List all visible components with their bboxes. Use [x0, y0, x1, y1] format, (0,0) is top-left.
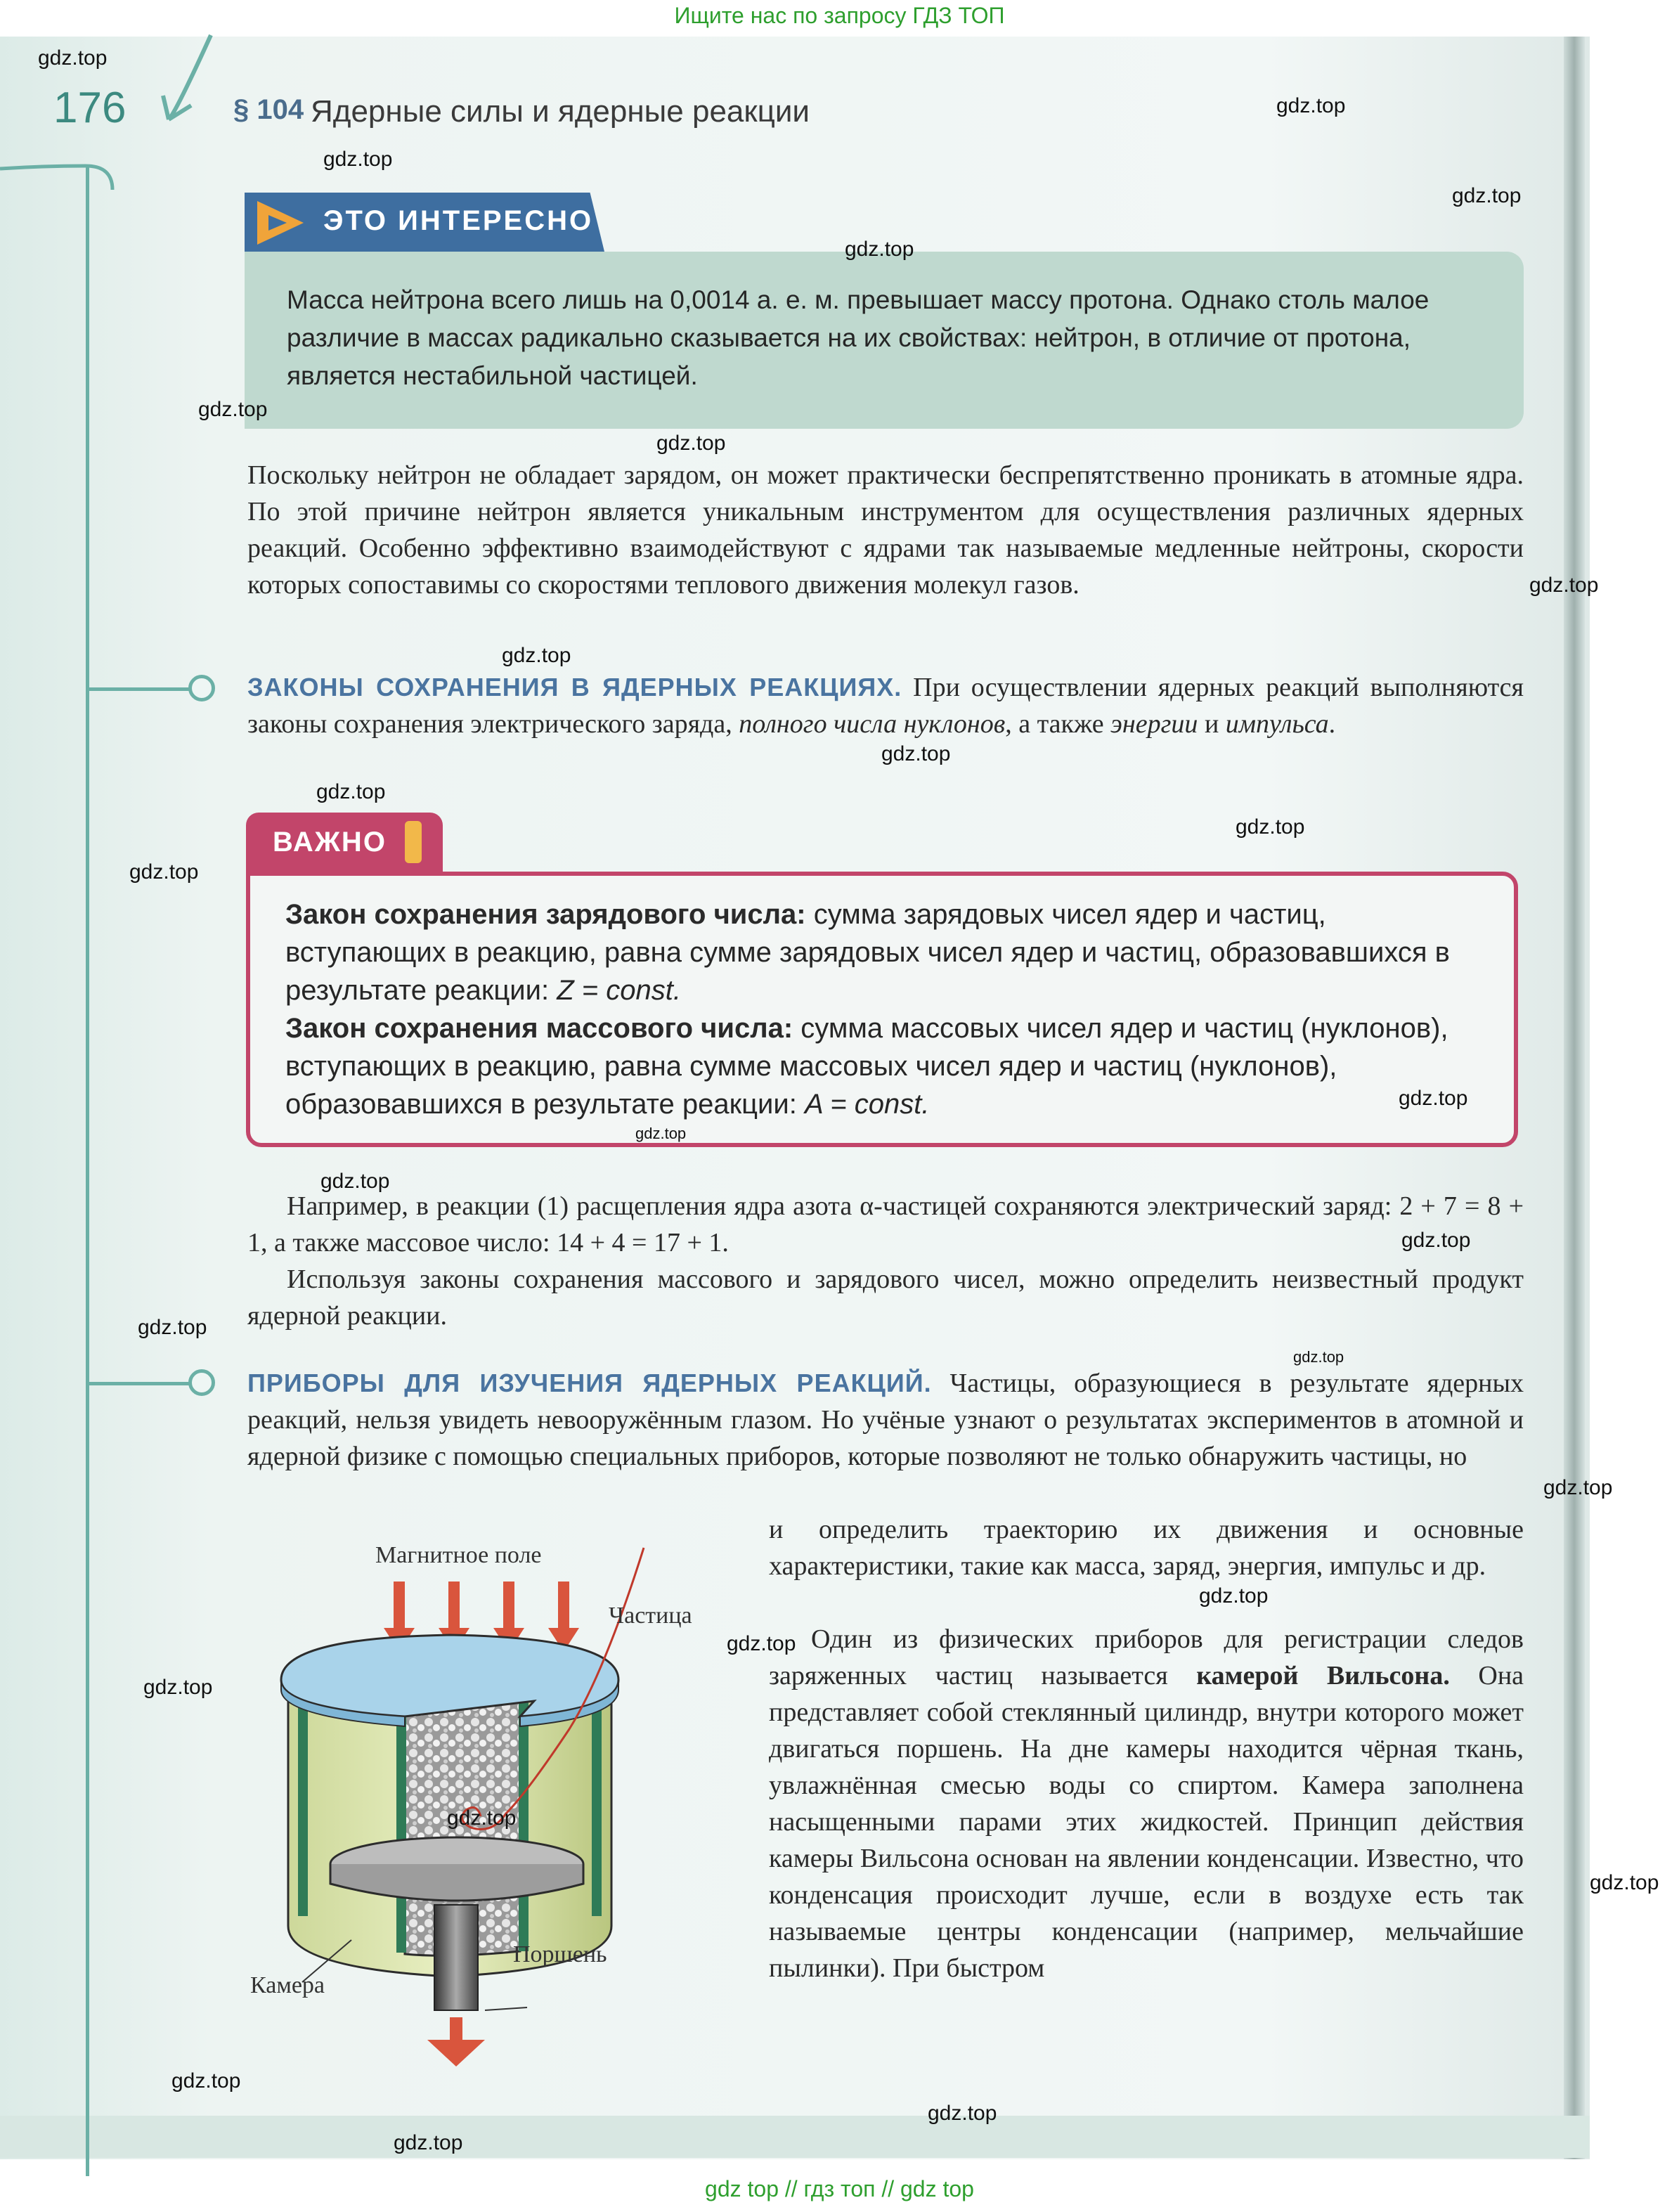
paragraph-unknown-product: Используя законы сохранения массового и зарядового чисел, можно определить неизвестный продукт ядерной реакции. — [247, 1265, 1524, 1331]
watermark: gdz.top — [635, 1125, 687, 1142]
watermark: gdz.top — [1276, 94, 1346, 117]
watermark: gdz.top — [394, 2131, 463, 2154]
section-title: Ядерные силы и ядерные реакции — [311, 94, 810, 129]
watermark: gdz.top — [928, 2102, 997, 2125]
conservation-italic-1: полного числа нуклонов — [739, 709, 1006, 739]
page-number: 176 — [53, 84, 127, 132]
page-bottom-strip — [0, 2116, 1590, 2158]
conservation-italic-2: энергии — [1110, 709, 1198, 739]
devices-lead: Частицы, образующиеся в результате ядерных реакций, нельзя увидеть невооружённым глазом. Но учёные узнают о результатах экспериментов в атомной и ядерной физике с помощью специальных приборов, которые позволяют не только обнаружить частицы, но — [247, 1369, 1524, 1471]
devices-continuation: и определить траекторию их движения и основные характеристики, такие как масса, заряд, энергия, импульс и др. — [769, 1515, 1524, 1581]
watermark: gdz.top — [881, 742, 951, 765]
watermark: gdz.top — [1401, 1229, 1471, 1252]
watermark: gdz.top — [323, 148, 393, 171]
bullet-circle — [188, 675, 215, 701]
conservation-text-3: и — [1204, 709, 1219, 739]
bullet-line — [87, 1382, 193, 1385]
law1-text: сумма зарядовых чисел ядер и частиц, вступающих в реакцию, равна сумме зарядовых чисел ядер и частиц, образовавшихся в результате реакции: — [285, 899, 1450, 1006]
paragraph-example: Например, в реакции (1) расщепления ядра азота α-частицей сохраняются электрический заряд: 2 + 7 = 8 + 1, а также массовое число: 14 + 4 = 17 + 1. — [247, 1191, 1524, 1257]
law1-title: Закон сохранения зарядового числа: — [285, 899, 806, 930]
interesting-label: ЭТО ИНТЕРЕСНО — [323, 205, 594, 236]
watermark: gdz.top — [171, 2069, 241, 2093]
conservation-text-4: . — [1328, 709, 1336, 739]
watermark: gdz.top — [38, 46, 108, 70]
wilson-text-b: Она представляет собой стеклянный цилиндр, внутри которого может двигаться поршень. На дне камеры находится чёрная ткань, увлажнённая смесью воды со спиртом. Камера заполнена насыщенными парами этих жидкостей. Принцип действия камеры Вильсона основан на явлении конденсации. Известно, что конденсация происходит лучше, если в воздухе есть так называемые центры конденсации (например, мельчайшие пылинки). При быстром — [769, 1661, 1524, 1983]
label-piston: Поршень — [513, 1941, 607, 1967]
label-magnetic-field: Магнитное поле — [375, 1542, 542, 1568]
paragraph-neutron: Поскольку нейтрон не обладает зарядом, он может практически беспрепятственно проникать в атомные ядра. По этой причине нейтрон является уникальным инструментом для осуществления различных ядерных реакций. Особенно эффективно взаимодействуют с ядрами так называемые медленные нейтроны, скорости которых сопоставимы со скоростями теплового движения молекул газов. — [247, 460, 1524, 600]
label-chamber: Камера — [250, 1972, 325, 1998]
watermark: gdz.top — [727, 1632, 796, 1655]
paragraph-devices — [247, 1365, 1524, 1475]
interesting-text: Масса нейтрона всего лишь на 0,0014 а. е. м. превышает массу протона. Однако столь малое различие в массах радикально сказывается на их свойствах: нейтрон, в отличие от протона, является нестабильной частицей. — [287, 285, 1430, 390]
watermark: gdz.top — [1199, 1584, 1269, 1608]
watermark: gdz.top — [129, 860, 199, 884]
important-body — [285, 895, 1494, 1123]
law2-title: Закон сохранения массового числа: — [285, 1013, 793, 1044]
watermark: gdz.top — [1543, 1476, 1613, 1499]
watermark: gdz.top — [320, 1170, 390, 1193]
conservation-italic-3: импульса — [1225, 709, 1329, 739]
watermark: gdz.top — [1590, 1871, 1659, 1894]
section-number: § 104 — [233, 94, 304, 125]
watermark: gdz.top — [316, 780, 386, 803]
devices-heading: ПРИБОРЫ ДЛЯ ИЗУЧЕНИЯ ЯДЕРНЫХ РЕАКЦИЙ. — [247, 1369, 932, 1397]
law2-text: сумма массовых чисел ядер и частиц (нуклонов), вступающих в реакцию, равна сумме массовых чисел ядер и частиц (нуклонов), образовавшихся в результате реакции: — [285, 1013, 1448, 1120]
watermark: gdz.top — [845, 238, 914, 261]
bullet-line — [87, 687, 193, 691]
watermark: gdz.top — [198, 398, 268, 421]
watermark: gdz.top — [1399, 1087, 1468, 1110]
important-label: ВАЖНО — [273, 827, 387, 858]
conservation-text-2: , а также — [1005, 709, 1104, 739]
watermark: gdz.top — [1236, 815, 1305, 839]
watermark: gdz.top — [502, 644, 571, 667]
watermark: gdz.top — [1529, 574, 1599, 597]
top-search-banner[interactable]: Ищите нас по запросу ГДЗ ТОП — [674, 3, 1005, 28]
law1-formula: Z = const. — [557, 975, 681, 1006]
play-arrow-icon — [253, 198, 308, 247]
wilson-text-a: Один из физических приборов для регистрации следов заряженных частиц называется — [769, 1624, 1524, 1690]
book-spine — [1564, 37, 1585, 2159]
label-particle: Частица — [609, 1603, 692, 1629]
watermark: gdz.top — [143, 1676, 213, 1699]
paragraph-wilson-chamber — [769, 1621, 1524, 1986]
wilson-chamber-term: камерой Вильсона. — [1196, 1661, 1450, 1690]
exclamation-icon — [405, 821, 422, 863]
bottom-watermark-banner[interactable]: gdz top // гдз топ // gdz top — [705, 2176, 974, 2201]
watermark: gdz.top — [138, 1316, 207, 1339]
margin-vertical-line — [86, 166, 89, 2176]
watermark: gdz.top — [447, 1806, 517, 1830]
bullet-circle — [188, 1369, 215, 1396]
paragraph-conservation — [247, 669, 1524, 742]
conservation-heading: ЗАКОНЫ СОХРАНЕНИЯ В ЯДЕРНЫХ РЕАКЦИЯХ. — [247, 673, 902, 701]
watermark: gdz.top — [1452, 184, 1522, 207]
watermark: gdz.top — [656, 432, 726, 455]
conservation-text-1: При осуществлении ядерных реакций выполняются законы сохранения электрического заряда, — [247, 673, 1524, 739]
watermark: gdz.top — [1293, 1348, 1344, 1366]
law2-formula: A = const. — [804, 1089, 930, 1120]
